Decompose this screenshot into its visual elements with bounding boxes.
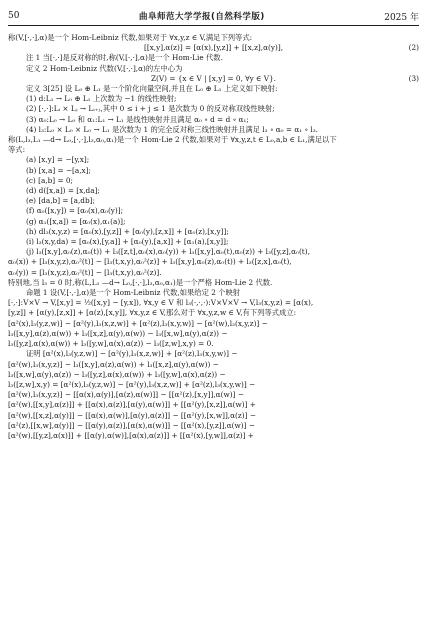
- text-line: [y,z]] + [α(y),[z,x]] + [α(z),[x,y]], ∀x,y,z ∈ V,那么对于 ∀x,y,z,w ∈ V,有下列等式成立:: [8, 308, 297, 318]
- text-line: (4) l₃:L₀ × L₀ × L₀ → L₁ 是次数为 1 的完全反对称三线性映射并且满足 l₃ ∘ α₀ = α₁ ∘ l₃.: [26, 124, 319, 134]
- text-line: (b) [x,a] = −[a,x];: [26, 165, 91, 175]
- text-line: (c) [a,b] = 0;: [26, 175, 73, 185]
- publication-year: 2025 年: [384, 12, 419, 23]
- display-equation: [8, 74, 419, 84]
- equation-number: (2): [408, 43, 419, 53]
- text-line: (d) d([x,a]) = [x,da];: [26, 186, 100, 196]
- journal-title: 曲阜师范大学学报(自然科学版): [138, 12, 265, 22]
- text-line: [α²(w),l₃(x,y,z)] − l₃([x,y],α(z),α(w)) + l₃([x,z],α(y),α(w)) −: [8, 359, 219, 369]
- text-line: (e) [da,b] = [a,db];: [26, 196, 95, 206]
- text-line: (h) dl₃(x,y,z) = [α₀(x),[y,z]] + [α₀(y),[z,x]] + [α₀(z),[x,y]];: [26, 226, 229, 236]
- text-line: (j) l₃([x,y],α₀(z),α₀(t)) + l₃([z,t],α₀(x),α₀(y)) + l₃([x,y],α₀(t),α₀(z)) + l₃([y,z],α₀(t),: [26, 247, 310, 257]
- text-line: α₀(x)) + [l₃(x,y,z),α₀²(t)] − [l₃(t,x,y),α₀²(z)] + l₃([x,y],α₀(z),α₀(t)) + l₃([z,x],α₀(t),: [8, 257, 292, 267]
- text-line: (a) [x,y] = −[y,x];: [26, 155, 90, 165]
- text-line: (i) l₃(x,y,da) = [α₀(x),[y,a]] + [α₀(y),[a,x]] + [α₁(a),[x,y]];: [26, 237, 229, 247]
- text-line: [α²(x),l₃(y,z,w)] − [α²(y),l₃(x,z,w)] + [α²(z),l₃(x,y,w)] − [α²(w),l₃(x,y,z)] −: [8, 318, 268, 328]
- running-header: [8, 9, 419, 23]
- text-line: 注 1 当[·,·]是反对称的时,称(V,[·,·],α)是一个 Hom-Lie 代数.: [26, 53, 223, 63]
- text-line: l₃([x,w],α(y),α(z)) − l₃([y,z],α(x),α(w)) + l₃([y,w],α(x),α(z)) −: [8, 369, 226, 379]
- text-line: l₃([z,w],x,y) = [α²(x),l₃(y,z,w)] − [α²(y),l₃(x,z,w)] + [α²(z),l₃(x,y,w)] −: [8, 379, 256, 389]
- text-line: (3) α₀:L₀ → L₀ 和 α₁:L₁ → L₁ 是线性映射并且满足 α₀ ∘ d = d ∘ α₁;: [26, 114, 249, 124]
- text-line: 命题 1 设(V,[·,·],α)是一个 Hom-Leibniz 代数,如果给定 2 个映射: [26, 288, 241, 298]
- display-equation: [8, 43, 419, 53]
- text-line: 定义 3[25] 设 L₀ ⊕ L₁ 是一个阶化向量空间,并且在 L₀ ⊕ L₁ 上定义如下映射:: [26, 84, 278, 94]
- text-line: [α²(w),l₃(x,y,z)] − [[α(x),α(y)],[α(z),α(w)]] − [[α²(z),[x,y]],α(w)] −: [8, 390, 244, 400]
- text-line: 定义 2 Hom-Leibniz 代数(V,[·,·],α)的左中心为: [26, 63, 183, 73]
- text-line: (g) α₁([x,a]) = [α₀(x),α₁(a)];: [26, 216, 126, 226]
- equation-number: (3): [408, 73, 419, 83]
- text-line: [·,·]:V×V → V,[x,y] = ½([x,y] − [y,x]), ∀x,y ∈ V 和 l₃(·,·,·):V×V×V → V,l₃(x,y,z) = [α(x),: [8, 298, 314, 308]
- text-line: l₃([y,z],α(x),α(w)) + l₃([y,w],α(x),α(z)) − l₃([z,w],x,y) = 0.: [8, 339, 214, 349]
- text-line: 等式:: [8, 145, 26, 155]
- text-line: (1) d:L₁ → L₀ ⊕ L₁ 上次数为 −1 的线性映射;: [26, 94, 177, 104]
- text-line: l₃([x,y],α(z),α(w)) + l₃([x,z],α(y),α(w)) − l₃([x,w],α(y),α(z)) −: [8, 328, 228, 338]
- text-line: [α²(w),[[x,y],α(z)]] + [[α(x),α(z)],[α(y),α(w)]] + [[α²(y),[x,z]],α(w)] +: [8, 400, 256, 410]
- text-line: 证明 [α²(x),l₃(y,z,w)] − [α²(y),l₃(x,z,w)] + [α²(z),l₃(x,y,w)] −: [26, 349, 238, 359]
- header-rule: [8, 25, 419, 26]
- equation-body: Z(V) = {x ∈ V | [x,y] = 0, ∀y ∈ V}.: [150, 73, 277, 83]
- text-line: (2) [·,·]:Lᵢ × Lⱼ → Lᵢ₊ⱼ,其中 0 ≤ i + j ≤ 1 是次数为 0 的反对称双线性映射;: [26, 104, 275, 114]
- text-line: 称(L,l₃,L₁ —d→ L₀,[·,·],l₃,α₀,α₁)是一个 Hom-Lie 2 代数,如果对于 ∀x,y,z,t ∈ L₀,a,b ∈ L₁,满足以下: [8, 135, 337, 145]
- text-line: 特别地,当 l₃ = 0 时,称(L,L₁ —d→ L₀,[·,·],l₃,α₀,α₁)是一个严格 Hom-Lie 2 代数.: [8, 277, 273, 287]
- text-line: [α²(w),[[x,z],α(y)]] − [[α(x),α(w)],[α(y),α(z)]] − [[α²(y),[x,w]],α(z)] −: [8, 410, 256, 420]
- text-line: [α²(z),[[x,w],α(y)]] − [[α(y),α(z)],[α(x),α(w)]] − [[α²(x),[y,z]],α(w)] −: [8, 420, 255, 430]
- page-number: 50: [8, 11, 20, 21]
- text-line: α₀(y)) = [l₃(x,y,z),α₀²(t)] − [l₃(t,x,y),α₀²(z)].: [8, 267, 162, 277]
- text-line: [α²(w),[[y,z],α(x)]] + [[α(y),α(w)],[α(x),α(z)]] + [[α²(x),[y,w]],α(z)] +: [8, 430, 254, 440]
- equation-body: [[x,y],α(z)] = [α(x),[y,z]] + [[x,z],α(y)],: [143, 43, 284, 53]
- paper-body: [8, 33, 419, 441]
- text-line: (f) α₀([x,y]) = [α₀(x),α₀(y)];: [26, 206, 124, 216]
- text-line: 称(V,[·,·],α)是一个 Hom-Leibniz 代数,如果对于 ∀x,y,z ∈ V,满足下列等式:: [8, 33, 253, 42]
